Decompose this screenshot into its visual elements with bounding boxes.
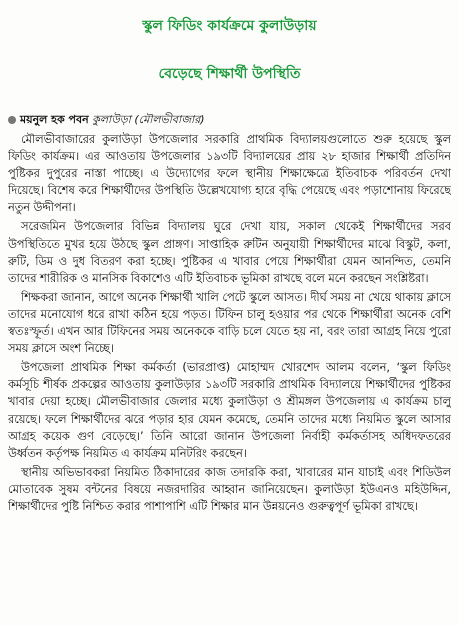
article-body xyxy=(8,131,451,619)
byline-place: কুলাউড়া (মৌলভীবাজার) xyxy=(92,113,205,126)
paragraph: মৌলভীবাজারের কুলাউড়া উপজেলার সরকারি প্রাথমিক বিদ্যালয়গুলোতে শুরু হয়েছে স্কুল ফিডিং কার্যক্রম। এর আওতায় উপজেলার ১৯৩টি বিদ্যালয়ের প্রায় ২৮ হাজার শিক্ষার্থী প্রতিদিন পুষ্টিকর দুপুরের নাস্তা পাচ্ছে। এ উদ্যোগের ফলে স্থানীয় শিক্ষাক্ষেত্রে ইতিবাচক পরিবর্তন দেখা দিয়েছে। বিশেষ করে শিক্ষার্থীদের উপস্থিতি উল্লেখযোগ্য হারে বৃদ্ধি পেয়েছে এবং পড়াশোনায় ফিরেছে নতুন উদ্দীপনা। xyxy=(8,133,451,215)
paragraph: সরেজমিন উপজেলার বিভিন্ন বিদ্যালয় ঘুরে দেখা যায়, সকাল থেকেই শিক্ষার্থীদের সরব উপস্থিতিতে মুখর হয়ে উঠছে স্কুল প্রাঙ্গণ। সাপ্তাহিক রুটিন অনুযায়ী শিক্ষার্থীদের মাঝে বিস্কুট, কলা, রুটি, ডিম ও দুধ বিতরণ করা হচ্ছে। পুষ্টিকর এ খাবার পেয়ে শিক্ষার্থীরা যেমন আনন্দিত, তেমনি তাদের শারীরিক ও মানসিক বিকাশেও এটি ইতিবাচক ভূমিকা রাখছে বলে মনে করছেন সংশ্লিষ্টরা। xyxy=(8,220,451,285)
headline-line-2: বেড়েছে শিক্ষার্থী উপস্থিতি xyxy=(158,66,301,82)
paragraph: শিক্ষকরা জানান, আগে অনেক শিক্ষার্থী খালি পেটে স্কুলে আসত। দীর্ঘ সময় না খেয়ে থাকায় ক্লাসে তাদের মনোযোগ ধরে রাখা কঠিন হয়ে পড়ত। টিফিন চালু হওয়ার পর থেকে শিক্ষার্থীরা অনেক বেশি স্বতঃস্ফূর্ত। এখন আর টিফিনের সময় অনেককে বাড়ি চলে যেতে হয় না, বরং তারা আগ্রহ নিয়ে পুরো সময় ক্লাসে অংশ নিচ্ছে। xyxy=(8,290,451,356)
paragraph: উপজেলা প্রাথমিক শিক্ষা কর্মকর্তা (ভারপ্রাপ্ত) মোহাম্মদ খোরশেদ আলম বলেন, ‘স্কুল ফিডিং কর্মসূচি শীর্ষক প্রকল্পের আওতায় কুলাউড়ার ১৯৩টি সরকারি প্রাথমিক বিদ্যালয়ে শিক্ষার্থীদের পুষ্টিকর খাবার দেয়া হচ্ছে। মৌলভীবাজার জেলার মধ্যে কুলাউড়া ও শ্রীমঙ্গল উপজেলায় এ কার্যক্রম চালু রয়েছে। ফলে শিক্ষার্থীদের ঝরে পড়ার হার যেমন কমেছে, তেমনি তাদের মধ্যে নিয়মিত স্কুলে আসার আগ্রহ কয়েক গুণ বেড়েছে।’ তিনি আরো জানান উপজেলা নির্বাহী কর্মকর্তাসহ অধিদফতরের উর্ধ্বতন কর্তৃপক্ষ নিয়মিত এ কার্যক্রম মনিটরিং করছেন। xyxy=(8,361,451,460)
paragraph: স্থানীয় অভিভাবকরা নিয়মিত ঠিকাদারের কাজ তদারকি করা, খাবারের মান যাচাই এবং শিডিউল মোতাবেক সুষম বন্টনের বিষয়ে নজরদারির আহ্বান জানিয়েছেন। কুলাউড়া ইউএনও মহিউদ্দিন, শিক্ষার্থীদের পুষ্টি নিশ্চিত করার পাশাপাশি এটি শিক্ষার মান উন্নয়নেও গুরুত্বপূর্ণ ভূমিকা রাখছে। xyxy=(8,465,451,513)
byline xyxy=(8,112,205,128)
byline-name: ময়নুল হক পবন xyxy=(20,113,89,126)
bullet-dot-icon xyxy=(8,116,16,124)
headline-line-1: স্কুল ফিডিং কার্যক্রমে কুলাউড়ায় xyxy=(142,18,317,34)
